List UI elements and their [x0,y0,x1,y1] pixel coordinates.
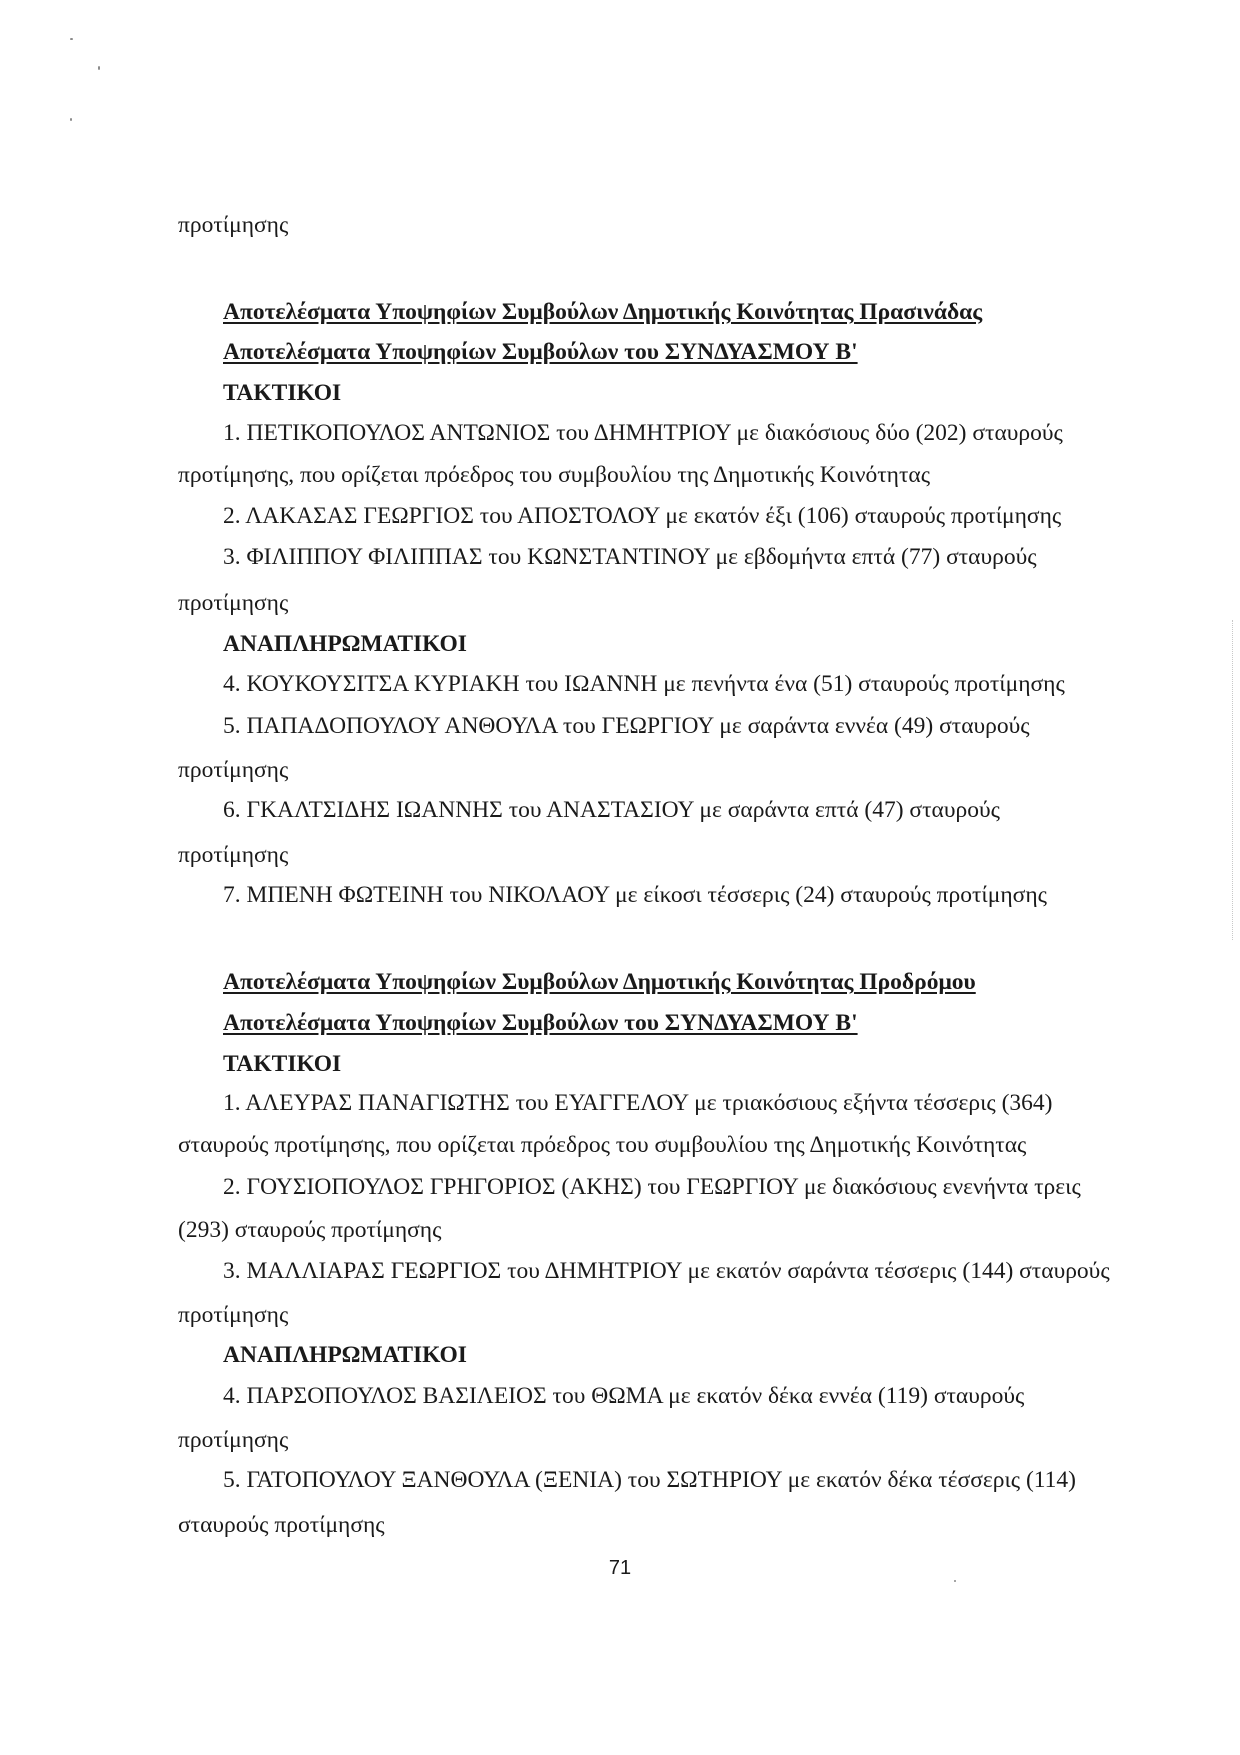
scan-edge-line [1232,620,1234,940]
substitute-members-label: ΑΝΑΠΛΗΡΩΜΑΤΙΚΟΙ [223,631,467,657]
substitute-members-label: ΑΝΑΠΛΗΡΩΜΑΤΙΚΟΙ [223,1342,467,1368]
continued-text: προτίμησης [178,212,289,238]
candidate-line: 3. ΦΙΛΙΠΠΟΥ ΦΙΛΙΠΠΑΣ του ΚΩΝΣΤΑΝΤΙΝΟΥ με εβδομήντα επτά (77) σταυρούς [223,544,1037,570]
candidate-line: προτίμησης, που ορίζεται πρόεδρος του συμβουλίου της Δημοτικής Κοινότητας [178,462,931,488]
candidate-line: 5. ΓΑΤΟΠΟΥΛΟΥ ΞΑΝΘΟΥΛΑ (ΞΕΝΙΑ) του ΣΩΤΗΡΙΟΥ με εκατόν δέκα τέσσερις (114) [223,1467,1076,1493]
section-heading-coalition: Αποτελέσματα Υποψηφίων Συμβούλων του ΣΥΝΔΥΑΣΜΟΥ Β' [223,1010,858,1036]
candidate-line: 1. ΑΛΕΥΡΑΣ ΠΑΝΑΓΙΩΤΗΣ του ΕΥΑΓΓΕΛΟΥ με τριακόσιους εξήντα τέσσερις (364) [223,1090,1053,1116]
candidate-line: 7. ΜΠΕΝΗ ΦΩΤΕΙΝΗ του ΝΙΚΟΛΑΟΥ με είκοσι τέσσερις (24) σταυρούς προτίμησης [223,882,1047,908]
candidate-line: προτίμησης [178,842,289,868]
candidate-line: σταυρούς προτίμησης [178,1512,385,1538]
candidate-line: 5. ΠΑΠΑΔΟΠΟΥΛΟΥ ΑΝΘΟΥΛΑ του ΓΕΩΡΓΙΟΥ με σαράντα εννέα (49) σταυρούς [223,713,1030,739]
candidate-line: 2. ΓΟΥΣΙΟΠΟΥΛΟΣ ΓΡΗΓΟΡΙΟΣ (ΑΚΗΣ) του ΓΕΩΡΓΙΟΥ με διακόσιους ενενήντα τρεις [223,1174,1081,1200]
candidate-line: σταυρούς προτίμησης, που ορίζεται πρόεδρος του συμβουλίου της Δημοτικής Κοινότητας [178,1132,1027,1158]
candidate-line: 4. ΠΑΡΣΟΠΟΥΛΟΣ ΒΑΣΙΛΕΙΟΣ του ΘΩΜΑ με εκατόν δέκα εννέα (119) σταυρούς [223,1383,1025,1409]
section-heading-coalition: Αποτελέσματα Υποψηφίων Συμβούλων του ΣΥΝΔΥΑΣΜΟΥ Β' [223,339,858,365]
candidate-line: προτίμησης [178,757,289,783]
candidate-line: 4. ΚΟΥΚΟΥΣΙΤΣΑ ΚΥΡΙΑΚΗ του ΙΩΑΝΝΗ με πενήντα ένα (51) σταυρούς προτίμησης [223,671,1065,697]
candidate-line: 1. ΠΕΤΙΚΟΠΟΥΛΟΣ ΑΝΤΩΝΙΟΣ του ΔΗΜΗΤΡΙΟΥ με διακόσιους δύο (202) σταυρούς [223,420,1063,446]
scan-speck [70,118,72,121]
candidate-line: προτίμησης [178,590,289,616]
regular-members-label: ΤΑΚΤΙΚΟΙ [223,380,342,406]
section-heading-community: Αποτελέσματα Υποψηφίων Συμβούλων Δημοτικής Κοινότητας Πρασινάδας [223,299,983,325]
regular-members-label: ΤΑΚΤΙΚΟΙ [223,1051,342,1077]
candidate-line: (293) σταυρούς προτίμησης [178,1217,442,1243]
page-number: 71 [608,1557,632,1579]
candidate-line: προτίμησης [178,1427,289,1453]
scan-speck [954,1580,956,1582]
candidate-line: 3. ΜΑΛΛΙΑΡΑΣ ΓΕΩΡΓΙΟΣ του ΔΗΜΗΤΡΙΟΥ με εκατόν σαράντα τέσσερις (144) σταυρούς [223,1258,1110,1284]
candidate-line: 6. ΓΚΑΛΤΣΙΔΗΣ ΙΩΑΝΝΗΣ του ΑΝΑΣΤΑΣΙΟΥ με σαράντα επτά (47) σταυρούς [223,797,1000,823]
candidate-line: 2. ΛΑΚΑΣΑΣ ΓΕΩΡΓΙΟΣ του ΑΠΟΣΤΟΛΟΥ με εκατόν έξι (106) σταυρούς προτίμησης [223,503,1062,529]
scan-speck [70,38,73,40]
candidate-line: προτίμησης [178,1302,289,1328]
scan-speck [98,66,100,70]
section-heading-community: Αποτελέσματα Υποψηφίων Συμβούλων Δημοτικής Κοινότητας Προδρόμου [223,969,976,995]
